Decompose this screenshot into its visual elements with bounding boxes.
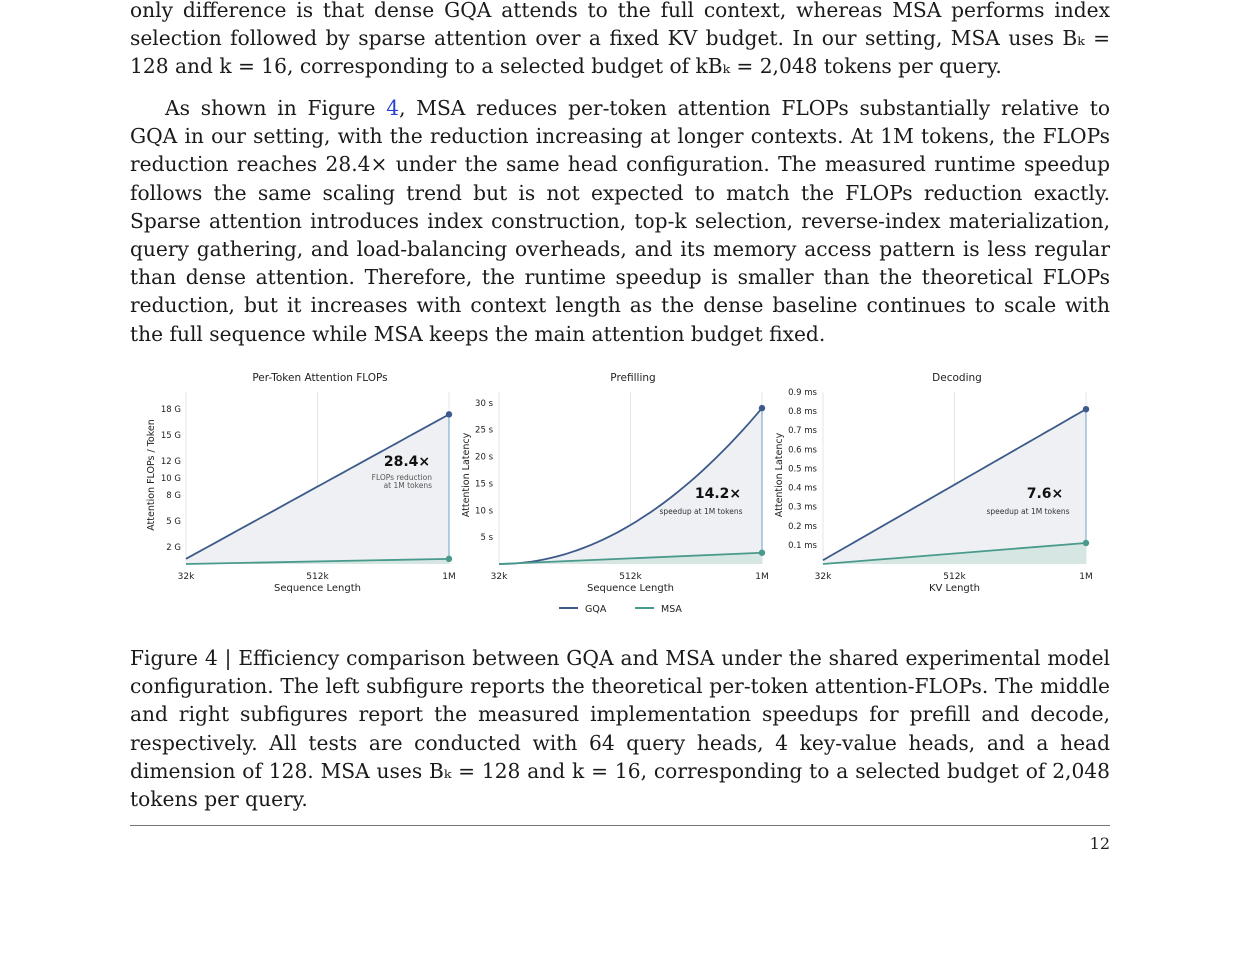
x-tick-label: 512k [306,572,329,582]
y-tick-label: 0.2 ms [788,521,817,532]
y-tick-label: 20 s [475,452,493,463]
x-tick-label: 1M [1079,572,1093,582]
y-tick-label: 5 s [480,533,493,544]
paragraph-2-text-start: As shown in Figure [165,96,387,120]
speedup-annotation: 14.2× [694,486,742,502]
legend-gqa-label: GQA [585,604,607,615]
y-tick-label: 8 G [166,491,181,502]
page-number: 12 [1089,834,1110,853]
y-axis-label: Attention Latency [774,432,785,518]
x-tick-label: 32k [490,572,508,582]
y-tick-label: 15 s [475,479,493,490]
x-tick-label: 512k [619,572,642,582]
chart-title: Prefilling [610,372,656,384]
figure-4 [0,360,1241,625]
annotation-note: at 1M tokens [383,481,432,490]
msa-endpoint [1083,540,1089,546]
y-tick-label: 12 G [160,456,181,467]
annotation-note: speedup at 1M tokens [986,507,1070,516]
y-tick-label: 0.4 ms [788,483,817,494]
y-tick-label: 0.1 ms [788,540,817,551]
y-tick-label: 0.5 ms [788,464,817,475]
y-tick-label: 0.7 ms [788,426,817,437]
footer-rule [130,825,1110,826]
y-axis-label: Attention FLOPs / Token [146,419,157,531]
figure-caption: Figure 4 | Efficiency comparison between GQA and MSA under the shared experimental model configuration. The left subfigure reports the theoretical per-token attention-FLOPs. The middle and right subfigures report the measured implementation speedups for prefill and decode, respectively. All tests are conducted with 64 query heads, 4 key-value heads, and a head dimension of 128. MSA uses Bₖ = 128 and k = 16, corresponding to a selected budget of 2,048 tokens per query. [130,646,1110,812]
chart-title: Decoding [932,372,982,384]
body-paragraph-2 [130,94,1110,348]
body-paragraph-1: only difference is that dense GQA attends to the full context, whereas MSA performs index selection followed by sparse attention over a fixed KV budget. In our setting, MSA uses Bₖ = 128 and k = 16, corresponding to a selected budget of kBₖ = 2,048 tokens per query. [130,0,1110,79]
y-tick-label: 10 s [475,506,493,517]
y-tick-label: 0.8 ms [788,407,817,418]
figure-reference-link[interactable]: 4 [386,96,400,120]
y-tick-label: 25 s [475,425,493,436]
y-tick-label: 0.9 ms [788,388,817,398]
y-tick-label: 0.6 ms [788,445,817,456]
x-tick-label: 32k [814,572,832,582]
y-tick-label: 0.3 ms [788,502,817,513]
paragraph-2-text-end: , MSA reduces per-token attention FLOPs substantially relative to GQA in our setting, with the reduction increasing at longer contexts. At 1M tokens, the FLOPs reduction reaches 28.4× under the same head configuration. The measured runtime speedup follows the same scaling trend but is not expected to match the FLOPs reduction exactly. Sparse attention introduces index construction, top-k selection, reverse-index materialization, query gathering, and load-balancing overheads, and its memory access pattern is less regular than dense attention. Therefore, the runtime speedup is smaller than the theoretical FLOPs reduction, but it increases with context length as the dense baseline continues to scale with the full sequence while MSA keeps the main attention budget fixed. [130,96,1110,346]
legend-msa-label: MSA [661,604,682,615]
y-tick-label: 2 G [166,542,181,553]
x-tick-label: 1M [755,572,769,582]
gqa-endpoint [759,405,765,411]
y-tick-label: 5 G [166,517,181,527]
annotation-note: FLOPs reduction [371,473,432,482]
speedup-annotation: 7.6× [1026,486,1064,502]
y-axis-label: Attention Latency [461,432,472,518]
y-tick-label: 18 G [160,405,181,416]
y-tick-label: 30 s [475,398,493,409]
x-axis-label: Sequence Length [587,583,674,594]
x-axis-label: Sequence Length [274,583,361,594]
gqa-endpoint [1083,406,1089,412]
x-tick-label: 1M [442,572,456,582]
annotation-note: speedup at 1M tokens [659,507,743,516]
speedup-annotation: 28.4× [383,454,431,470]
gqa-endpoint [446,411,452,417]
msa-endpoint [446,556,452,562]
x-axis-label: KV Length [928,583,981,594]
y-tick-label: 10 G [160,474,181,484]
x-tick-label: 512k [943,572,966,582]
chart-title: Per-Token Attention FLOPs [252,372,388,384]
y-tick-label: 15 G [160,431,181,441]
x-tick-label: 32k [177,572,195,582]
msa-endpoint [759,550,765,556]
